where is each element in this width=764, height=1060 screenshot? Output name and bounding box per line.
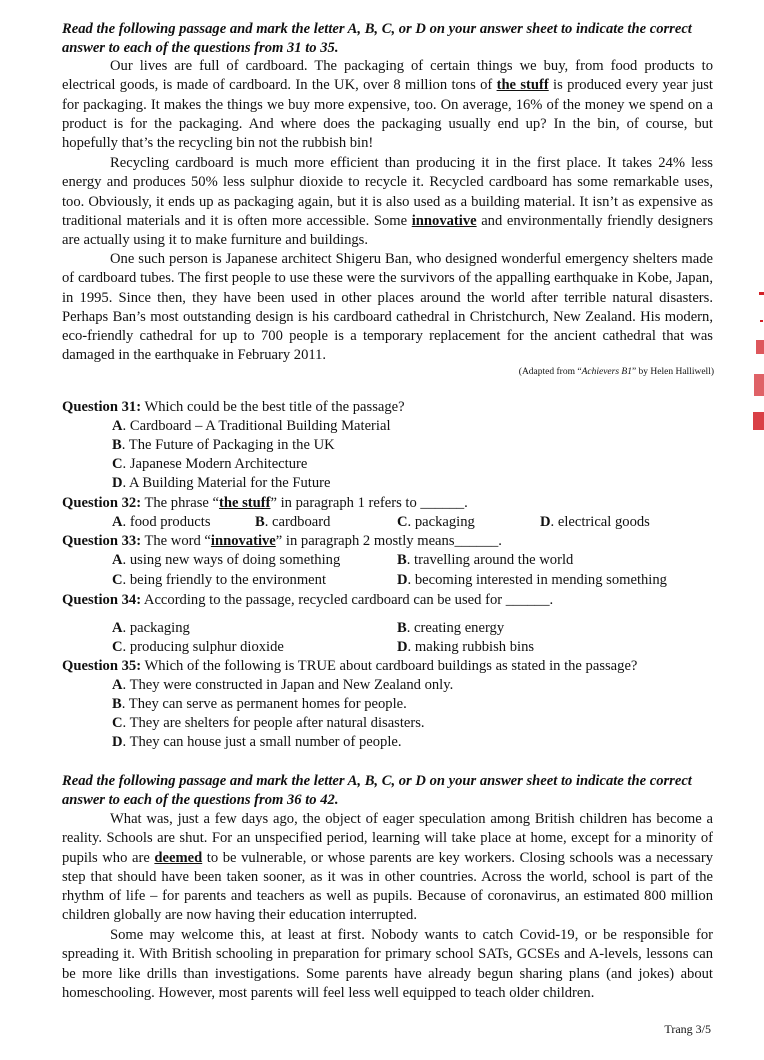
margin-mark-1	[759, 292, 764, 295]
q35-option-d: D. They can house just a small number of people.	[112, 734, 402, 750]
question-33: Question 33: The word “innovative” in paragraph 2 mostly means______.	[62, 533, 502, 549]
p1-underlined-phrase: the stuff	[496, 77, 549, 94]
q31-text: Which could be the best title of the passage?	[141, 399, 405, 415]
p1-text-b: is produced every year just for packaging. It makes the things we buy more expensive, too. On average, 16% of the money we spend on a product is for the packaging. And where does the packaging usually end up? In the bin, of course, but hopefully that’s the recycling bin not the rubbish bin!	[62, 77, 713, 152]
q33-label: Question 33:	[62, 533, 142, 549]
page-number: Trang 3/5	[664, 1022, 711, 1036]
q33-option-b: B. travelling around the world	[397, 552, 574, 568]
q31-option-c: C. Japanese Modern Architecture	[112, 456, 308, 472]
p2-underlined-word: innovative	[411, 212, 477, 229]
question-31	[62, 398, 405, 417]
q31-option-b: B. The Future of Packaging in the UK	[112, 437, 335, 453]
question-35	[62, 657, 637, 676]
p1-text-a: Our lives are full of cardboard. The packaging of certain things we buy, from food products to electrical goods, is made of cardboard. In the UK, over 8 million tons of	[62, 58, 713, 94]
p2-text-b: and environmentally friendly designers are actually using it to make furniture and buildings.	[62, 212, 714, 249]
question-34	[62, 591, 553, 610]
instruction-31-35: Read the following passage and mark the letter A, B, C, or D on your answer sheet to indicate the correct answer to each of the questions from 31 to 35.	[62, 21, 692, 56]
p2-text-a: Recycling cardboard is much more efficient than producing it in the first place. It takes 24% less energy and produces 50% less sulphur dioxide to recycle it. Recycled cardboard has some remarkable uses, too. Obviously, it ends up as packaging again, but it is also used as a building material. It isn’t as expensive as traditional materials and it is often more accessible. Some	[62, 155, 713, 229]
passage2-paragraph-2: Some may welcome this, at least at first. Nobody wants to catch Covid-19, or be responsible for spreading it. With British schooling in preparation for primary school SATs, GCSEs and A-levels, lessons can be more like drills than investigations. Some parents have already begun sharing plans (and jokes) about homeschooling. However, most parents will feel less well equipped to teach older children.	[62, 927, 713, 1001]
q33-option-a: A. using new ways of doing something	[112, 552, 341, 568]
q35-option-a: A. They were constructed in Japan and New Zealand only.	[112, 677, 454, 693]
q34-text: According to the passage, recycled cardboard can be used for ______.	[141, 592, 554, 608]
passage1-paragraph-2	[62, 154, 713, 250]
q33-option-c: C. being friendly to the environment	[112, 572, 327, 588]
q35-option-b: B. They can serve as permanent homes for people.	[112, 696, 407, 712]
q34-option-c: C. producing sulphur dioxide	[112, 639, 284, 655]
q35-text: Which of the following is TRUE about cardboard buildings as stated in the passage?	[141, 658, 638, 674]
source-post: ” by Helen Halliwell)	[631, 367, 714, 377]
q35-label: Question 35:	[62, 658, 142, 674]
passage1-paragraph-3: One such person is Japanese architect Shigeru Ban, who designed wonderful emergency shelters made of cardboard tubes. The first people to use these were the survivors of the appalling earthquake in Kobe, Japan, in 1995. Since then, they have been used in other places around the world after terrible natural disasters. Perhaps Ban’s most outstanding design is his cardboard cathedral in Christchurch, New Zealand. His modern, eco-friendly cathedral for up to 700 people is a temporary replacement for the ancient cathedral that was damaged in the earthquake in February 2011.	[62, 251, 713, 364]
instruction-36-42: Read the following passage and mark the letter A, B, C, or D on your answer sheet to indicate the correct answer to each of the questions from 36 to 42.	[62, 773, 692, 808]
q33-underlined-word: innovative	[210, 533, 276, 549]
q32-option-b: B. cardboard	[255, 514, 331, 530]
margin-mark-5	[753, 412, 764, 430]
q34-option-d: D. making rubbish bins	[397, 639, 535, 655]
q35-option-c: C. They are shelters for people after natural disasters.	[112, 715, 425, 731]
source-citation	[519, 367, 714, 377]
question-32: Question 32: The phrase “the stuff” in paragraph 1 refers to ______.	[62, 495, 468, 511]
margin-mark-3	[756, 340, 764, 354]
q31-option-a: A. Cardboard – A Traditional Building Material	[112, 418, 391, 434]
q31-label: Question 31:	[62, 399, 142, 415]
passage2-underlined-word: deemed	[154, 849, 203, 866]
margin-mark-2	[760, 320, 763, 322]
q31-option-d: D. A Building Material for the Future	[112, 475, 331, 491]
q33-option-d: D. becoming interested in mending something	[397, 572, 667, 588]
source-title: Achievers B1	[581, 367, 632, 377]
q32-underlined-phrase: the stuff	[219, 495, 271, 511]
q32-option-d: D. electrical goods	[540, 514, 650, 530]
passage1-paragraph-1	[62, 57, 713, 153]
source-pre: (Adapted from “	[518, 367, 582, 377]
q32-option-c: C. packaging	[397, 514, 475, 530]
passage2-paragraph-1: What was, just a few days ago, the object of eager speculation among British children has become a reality. Schools are shut. For an unspecified period, learning will take place at home, except for a minority of pupils who are deemed to be vulnerable, or whose parents are key workers. Closing schools was a necessary step that should have been taken sooner, as it was in other countries. Across the world, school is part of the rhythm of life – for parents and teachers as well as pupils. Because of coronavirus, an estimated 800 million children globally are now having their education interrupted.	[62, 811, 713, 924]
q32-option-a: A. food products	[112, 514, 211, 530]
q34-label: Question 34:	[62, 592, 142, 608]
margin-scan-marks	[750, 288, 764, 438]
margin-mark-4	[754, 374, 764, 396]
q34-option-b: B. creating energy	[397, 620, 505, 636]
q32-label: Question 32:	[62, 495, 142, 511]
q34-option-a: A. packaging	[112, 620, 190, 636]
